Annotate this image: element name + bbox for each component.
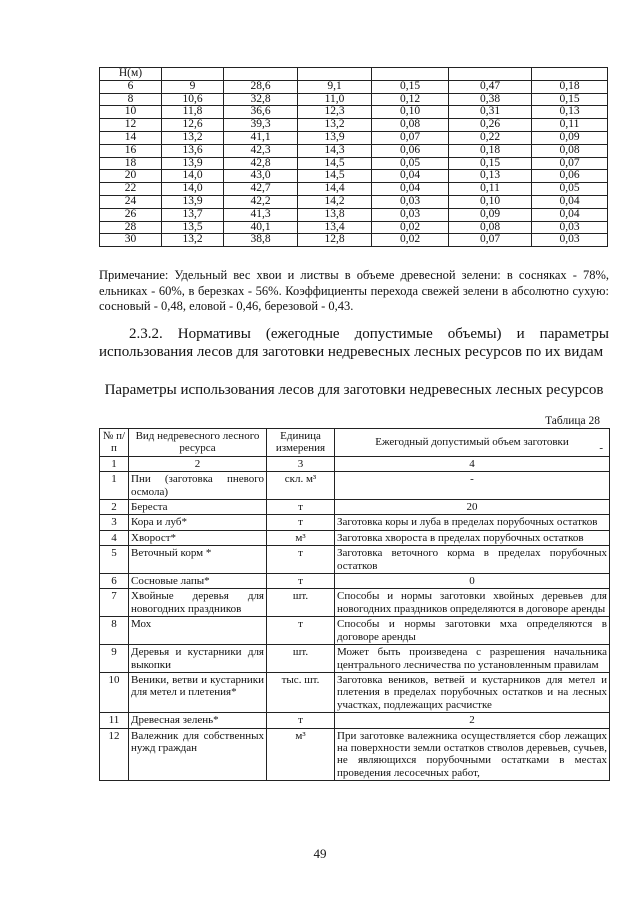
header-cell-resource: Вид недревесного лесного ресурса (129, 429, 267, 457)
table-cell: 13,4 (298, 221, 372, 234)
table-cell: 39,3 (224, 119, 298, 132)
table-cell: 11,0 (298, 93, 372, 106)
table-cell: 0,03 (372, 208, 449, 221)
table-cell: 6 (100, 80, 162, 93)
table-cell: 12,3 (298, 106, 372, 119)
table-body (100, 472, 610, 781)
table-cell: 0,18 (532, 80, 608, 93)
table-cell: 42,3 (224, 144, 298, 157)
table-cell: 14,2 (298, 195, 372, 208)
table-cell: 13,2 (162, 234, 224, 247)
table-cell: 0,09 (449, 208, 532, 221)
resource-name: Веточный корм * (129, 546, 267, 574)
index-cell: 3 (267, 456, 335, 471)
resource-name: Веники, ветви и кустарники для метел и плетения* (129, 672, 267, 712)
table-row (100, 119, 608, 132)
volume-cell: Заготовка коры и луба в пределах порубочных остатков (335, 515, 610, 530)
unit-cell: т (267, 574, 335, 589)
table-cell: 41,3 (224, 208, 298, 221)
table-cell: 13,5 (162, 221, 224, 234)
table-cell: 14,5 (298, 170, 372, 183)
table-row (100, 530, 610, 545)
volume-cell: Заготовка веников, ветвей и кустарников для метел и плетения в пределах порубочных остатков и на лесных участках, подлежащих расчистке (335, 672, 610, 712)
table-cell: 0,03 (532, 221, 608, 234)
table-cell: 9 (162, 80, 224, 93)
table-cell: 13,9 (298, 131, 372, 144)
header-mark: - (599, 442, 603, 455)
table-cell: 0,47 (449, 80, 532, 93)
table-cell: 13,9 (162, 195, 224, 208)
table-row (100, 645, 610, 673)
table-cell: 0,10 (372, 106, 449, 119)
resource-name: Пни (заготовка пневого осмола) (129, 472, 267, 500)
table-cell: 0,38 (449, 93, 532, 106)
header-cell-unit: Единица измерения (267, 429, 335, 457)
table-row (100, 728, 610, 781)
table-cell: 20 (100, 170, 162, 183)
wood-greenery-table (99, 67, 608, 247)
table-row (100, 713, 610, 728)
table-cell: 28 (100, 221, 162, 234)
unit-cell: т (267, 713, 335, 728)
table-row (100, 515, 610, 530)
table-row (100, 80, 608, 93)
table-row (100, 234, 608, 247)
table-cell: 13,2 (298, 119, 372, 132)
resource-name: Береста (129, 500, 267, 515)
table-cell: 0,02 (372, 234, 449, 247)
table-row (100, 195, 608, 208)
table-row (100, 144, 608, 157)
index-cell: 1 (100, 456, 129, 471)
table-cell: 0,05 (372, 157, 449, 170)
table-body (100, 80, 608, 246)
index-cell: 2 (129, 456, 267, 471)
section-heading (99, 326, 609, 361)
unit-cell: скл. м³ (267, 472, 335, 500)
table-header-row (100, 429, 610, 457)
volume-cell: 0 (335, 574, 610, 589)
table-cell: 42,7 (224, 183, 298, 196)
row-number: 11 (100, 713, 129, 728)
table-row (100, 170, 608, 183)
table-cell: 14,0 (162, 170, 224, 183)
table-cell: 43,0 (224, 170, 298, 183)
table-cell: 42,2 (224, 195, 298, 208)
table-cell: 10,6 (162, 93, 224, 106)
volume-cell: Заготовка веточного корма в пределах порубочных остатков (335, 546, 610, 574)
table-note: Примечание: Удельный вес хвои и листвы в объеме древесной зелени: в сосняках - 78%, ельниках - 60%, в березках - 56%. Коэффициенты перехода свежей зелени в абсолютно сухую: сосновый - 0,48, еловой - 0,46, березовой - 0,43. (99, 268, 609, 313)
unit-cell: т (267, 500, 335, 515)
table-cell: 0,02 (372, 221, 449, 234)
table-cell: 13,2 (162, 131, 224, 144)
table-row (100, 546, 610, 574)
table-cell: 0,05 (532, 183, 608, 196)
volume-cell: 20 (335, 500, 610, 515)
header-volume-text: Ежегодный допустимый объем заготовки (375, 436, 569, 449)
unit-cell: т (267, 546, 335, 574)
header-cell (162, 68, 224, 81)
resource-name: Кора и луб* (129, 515, 267, 530)
resource-name: Древесная зелень* (129, 713, 267, 728)
row-number: 7 (100, 589, 129, 617)
row-number: 10 (100, 672, 129, 712)
unit-cell: шт. (267, 589, 335, 617)
resource-name: Деревья и кустарники для выкопки (129, 645, 267, 673)
table-row (100, 131, 608, 144)
table-cell: 0,06 (532, 170, 608, 183)
table-cell: 11,8 (162, 106, 224, 119)
section-heading-text: 2.3.2. Нормативы (ежегодные допустимые объемы) и параметры использования лесов для заготовки недревесных лесных ресурсов по их видам (99, 326, 609, 360)
table-cell: 16 (100, 144, 162, 157)
table-cell: 0,07 (449, 234, 532, 247)
table-cell: 12 (100, 119, 162, 132)
table-cell: 0,11 (449, 183, 532, 196)
unit-cell: т (267, 515, 335, 530)
volume-cell: - (335, 472, 610, 500)
row-number: 5 (100, 546, 129, 574)
resource-name: Хворост* (129, 530, 267, 545)
header-cell (532, 68, 608, 81)
table-row (100, 157, 608, 170)
table-row (100, 221, 608, 234)
row-number: 12 (100, 728, 129, 781)
row-number: 1 (100, 472, 129, 500)
table-cell: 0,04 (372, 183, 449, 196)
table-cell: 38,8 (224, 234, 298, 247)
row-number: 9 (100, 645, 129, 673)
header-cell: H(м) (100, 68, 162, 81)
table-row (100, 183, 608, 196)
table-row (100, 208, 608, 221)
table-cell: 30 (100, 234, 162, 247)
table-row (100, 574, 610, 589)
table-cell: 26 (100, 208, 162, 221)
table-cell: 14,0 (162, 183, 224, 196)
table-cell: 14 (100, 131, 162, 144)
volume-cell: При заготовке валежника осуществляется сбор лежащих на поверхности земли остатков стволов деревьев, сучьев, не являющихся порубочными остатками в местах проведения лесосечных работ, (335, 728, 610, 781)
table-cell: 0,08 (372, 119, 449, 132)
index-row (100, 456, 610, 471)
volume-cell: Может быть произведена с разрешения начальника центрального лесничества по установленным правилам (335, 645, 610, 673)
table-header-row (100, 68, 608, 81)
volume-cell: Способы и нормы заготовки хвойных деревьев для новогодних праздников определяются в договоре аренды (335, 589, 610, 617)
unit-cell: тыс. шт. (267, 672, 335, 712)
table-cell: 0,08 (532, 144, 608, 157)
row-number: 2 (100, 500, 129, 515)
table-cell: 40,1 (224, 221, 298, 234)
table-number: Таблица 28 (545, 415, 600, 427)
resource-name: Мох (129, 617, 267, 645)
table-cell: 36,6 (224, 106, 298, 119)
table-cell: 0,15 (372, 80, 449, 93)
table-cell: 0,22 (449, 131, 532, 144)
table-cell: 32,8 (224, 93, 298, 106)
table-cell: 13,8 (298, 208, 372, 221)
table-cell: 0,10 (449, 195, 532, 208)
table-cell: 0,11 (532, 119, 608, 132)
table-cell: 0,04 (372, 170, 449, 183)
table-cell: 8 (100, 93, 162, 106)
header-cell (224, 68, 298, 81)
table-title: Параметры использования лесов для заготовки недревесных лесных ресурсов (104, 382, 604, 398)
row-number: 3 (100, 515, 129, 530)
table-row (100, 93, 608, 106)
table-cell: 13,6 (162, 144, 224, 157)
table-cell: 0,03 (372, 195, 449, 208)
table-row (100, 106, 608, 119)
resource-name: Хвойные деревья для новогодних праздников (129, 589, 267, 617)
table-cell: 0,04 (532, 208, 608, 221)
table-cell: 0,26 (449, 119, 532, 132)
table-cell: 0,15 (449, 157, 532, 170)
table-cell: 0,04 (532, 195, 608, 208)
header-cell-number: № п/п (100, 429, 129, 457)
unit-cell: шт. (267, 645, 335, 673)
table-cell: 41,1 (224, 131, 298, 144)
table-cell: 14,3 (298, 144, 372, 157)
table-cell: 24 (100, 195, 162, 208)
table-cell: 0,09 (532, 131, 608, 144)
table-row (100, 617, 610, 645)
table-cell: 0,13 (449, 170, 532, 183)
table-cell: 28,6 (224, 80, 298, 93)
table-cell: 0,06 (372, 144, 449, 157)
table-row (100, 472, 610, 500)
resource-name: Сосновые лапы* (129, 574, 267, 589)
table-cell: 0,15 (532, 93, 608, 106)
table-cell: 0,13 (532, 106, 608, 119)
table-row (100, 589, 610, 617)
unit-cell: м³ (267, 728, 335, 781)
row-number: 6 (100, 574, 129, 589)
table-cell: 0,18 (449, 144, 532, 157)
table-cell: 14,4 (298, 183, 372, 196)
header-cell (298, 68, 372, 81)
table-cell: 14,5 (298, 157, 372, 170)
table-cell: 13,7 (162, 208, 224, 221)
table-row (100, 672, 610, 712)
table-cell: 0,07 (532, 157, 608, 170)
header-cell (449, 68, 532, 81)
table-cell: 13,9 (162, 157, 224, 170)
table-cell: 18 (100, 157, 162, 170)
unit-cell: т (267, 617, 335, 645)
header-cell (372, 68, 449, 81)
row-number: 8 (100, 617, 129, 645)
unit-cell: м³ (267, 530, 335, 545)
table-cell: 12,8 (298, 234, 372, 247)
header-cell-volume (335, 429, 610, 457)
table-cell: 10 (100, 106, 162, 119)
table-cell: 42,8 (224, 157, 298, 170)
table-row (100, 500, 610, 515)
table-cell: 0,08 (449, 221, 532, 234)
table-cell: 0,03 (532, 234, 608, 247)
table-cell: 9,1 (298, 80, 372, 93)
volume-cell: Способы и нормы заготовки мха определяются в договоре аренды (335, 617, 610, 645)
volume-cell: 2 (335, 713, 610, 728)
table-cell: 0,31 (449, 106, 532, 119)
table-cell: 12,6 (162, 119, 224, 132)
volume-cell: Заготовка хвороста в пределах порубочных остатков (335, 530, 610, 545)
table-cell: 22 (100, 183, 162, 196)
non-timber-resources-table (99, 428, 610, 781)
index-cell: 4 (335, 456, 610, 471)
resource-name: Валежник для собственных нужд граждан (129, 728, 267, 781)
page-number: 49 (313, 846, 327, 861)
table-cell: 0,07 (372, 131, 449, 144)
table-cell: 0,12 (372, 93, 449, 106)
row-number: 4 (100, 530, 129, 545)
